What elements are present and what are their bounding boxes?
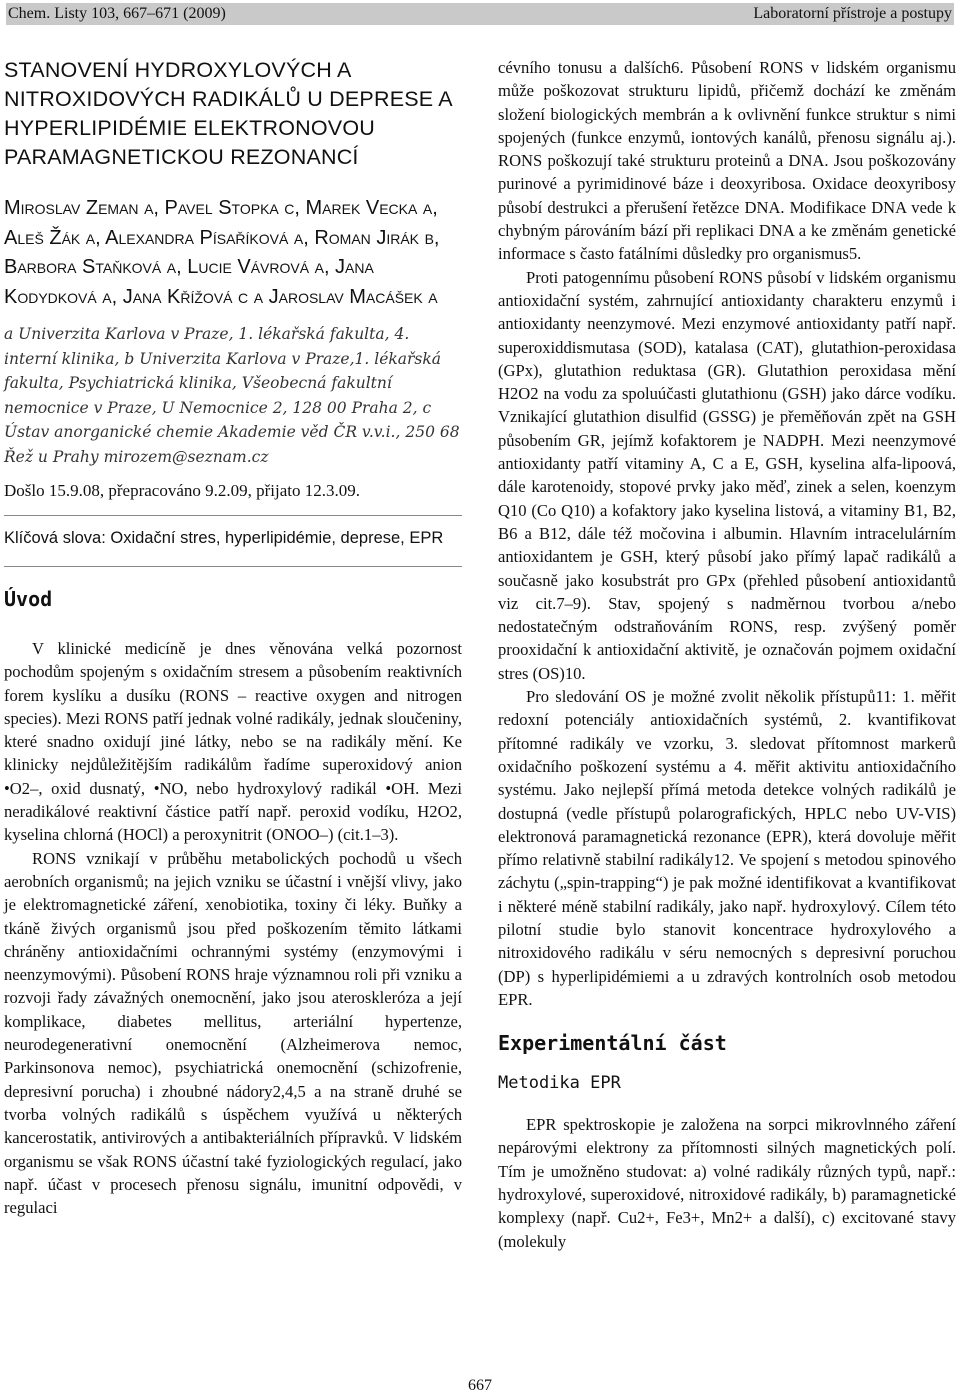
running-header [6,3,954,25]
keywords: Klíčová slova: Oxidační stres, hyperlipidémie, deprese, EPR [4,529,444,547]
left-column [4,56,462,1219]
received-dates: Došlo 15.9.08, přepracováno 9.2.09, přijato 12.3.09. [4,481,360,500]
affiliations: a Univerzita Karlova v Praze, 1. lékařská fakulta, 4. interní klinika, b Univerzita Karlova v Praze,1. lékařská fakulta, Psychiatrická klinika, Všeobecná fakultní nemocnice v Praze, U Nemocnice 2, 128 00 Praha 2, c Ústav anorganické chemie Akademie věd ČR v.v.i., 250 68 Řež u Prahy mirozem@seznam.cz [4,325,460,466]
subsection-heading-epr: Metodika EPR [498,1073,621,1094]
section-heading-intro: Úvod [4,587,53,611]
paragraph: Proti patogennímu působení RONS působí v lidském organismu antioxidační systém, zahrnující antioxidanty charakteru enzymů i antioxidanty neenzymové. Mezi enzymové antioxidanty patří např. superoxiddismutasa (SOD), katalasa (CAT), glutathion-peroxidasa (GPx), glutathion reduktasa (GR). Glutathion peroxidasa mění H2O2 na vodu za spoluúčasti glutathionu (GSH) jako dárce vodíku. Vznikající glutathion disulfid (GSSG) je přeměňován zpět na GSH působením GR, jejímž kofaktorem je NADPH. Mezi neenzymové antioxidanty patří vitaminy A, C a E, GSH, kyselina alfa-lipoová, dále karotenoidy, stopové prvky jako měď, zinek a selen, koenzym Q10 (Co Q10) a kofaktory jako kyselina listová, a vitaminy B1, B2, B6 a B12, dále též močovina i albumin. Hlavním intracelulárním antioxidantem je GSH, který působí jako přímý lapač radikálů a současně jako kosubstrát pro GPx (přehled působení antioxidantů viz cit.7–9). Stav, spojený s nadměrnou tvorbou a/nebo nedostatečným odstraňováním RONS, resp. zvýšený poměr prooxidační k antioxidační aktivitě, je označován pojmem oxidační stres (OS)10. [498,267,956,683]
divider [4,515,462,516]
paragraph: V klinické medicíně je dnes věnována velká pozornost pochodům spojeným s oxidačním stresem a působením reaktivních forem kyslíku a dusíku (RONS – reactive oxygen and nitrogen species). Mezi RONS patří jednak volné radikály, jednak sloučeniny, které snadno oxidují jiné látky, nebo se na radikály mění. Ke klinicky nejdůležitějším radikálům řadíme superoxidový anion •O2–, oxid dusnatý, •NO, nebo hydroxylový radikál •OH. Mezi neradikálové reaktivní částice patří např. peroxid vodíku, H2O2, kyselina chlorná (HOCl) a peroxynitrit (ONOO–) (cit.1–3). [4,639,462,845]
section-name: Laboratorní přístroje a postupy [753,5,952,22]
paragraph: RONS vznikají v průběhu metabolických pochodů u všech aerobních organismů; na jejich vzniku se účastní i vnější vlivy, jako je elektromagnetické záření, xenobiotika, toxiny či léky. Buňky a tkáně živých organismů jsou před poškozením těmito látkami chráněny antioxidačními ochrannými systémy (enzymovými i neenzymovými). Působení RONS hraje významnou roli při vzniku a rozvoji řady závažných onemocnění, jako jsou ateroskleróza a její komplikace, diabetes mellitus, arteriální hypertenze, neurodegenerativní onemocnění (Alzheimerova nemoc, Parkinsonova nemoc), psychiatrická onemocnění (schizofrenie, depresivní porucha) i zhoubné nádory2,4,5 a na straně druhé se tvorba volných radikálů s úspěchem využívá u některých kancerostatik, antivirových a antibakteriálních přípravků. V lidském organismu se však RONS účastní také fyziologických regulací, jako např. účast v procesech přenosu signálu, imunitní odpovědi, v regulaci [4,848,462,1218]
article-title: STANOVENÍ HYDROXYLOVÝCH A NITROXIDOVÝCH RADIKÁLŮ U DEPRESE A HYPERLIPIDÉMIE ELEKTRONOVOU PARAMAGNETICKOU REZONANCÍ [4,58,452,169]
journal-reference: Chem. Listy 103, 667–671 (2009) [8,5,226,22]
author-list: Miroslav Zeman a, Pavel Stopka c, Marek Vecka a, Aleš Žák a, Alexandra Písaříková a, Roman Jirák b, Barbora Staňková a, Lucie Vávrová a, Jana Kodydková a, Jana Křížová c a Jaroslav Macášek a [4,197,440,308]
divider [4,566,462,567]
paragraph: EPR spektroskopie je založena na sorpci mikrovlnného záření nepárovými elektrony za přítomnosti silných magnetických polí. Tím je umožněno studovat: a) volné radikály různých typů, např.: hydroxylové, superoxidové, nitroxidové radikály, b) paramagnetické komplexy (např. Cu2+, Fe3+, Mn2+ a další), c) excitované stavy (molekuly [498,1115,956,1251]
page-number: 667 [468,1377,492,1394]
paragraph: Pro sledování OS je možné zvolit několik přístupů11: 1. měřit redoxní potenciály antioxidačních systémů, 2. kvantifikovat přítomné radikály ve vzorku, 3. sledovat přítomnost markerů oxidačního poškození systému a 4. měřit aktivitu antioxidačního systému. Jako nejlepší přímá metoda detekce volných radikálů je dostupná (vedle přístupů polarografických, HPLC nebo UV-VIS) elektronová paramagnetická rezonance (EPR), která dovoluje měřit přímo relativně stabilní radikály12. Ve spojení s metodou spinového záchytu („spin-trapping“) je pak možné identifikovat a kvantifikovat i některé méně stabilní radikály, jako např. hydroxylový. Cílem této pilotní studie bylo stanovit koncentrace hydroxylového a nitroxidového radikálu v séru nemocných s depresivní poruchou (DP) s hyperlipidémiemi a u zdravých kontrolních osob metodou EPR. [498,687,956,1009]
right-column [498,56,956,1253]
section-heading-experimental: Experimentální část [498,1031,727,1056]
paragraph: cévního tonusu a dalších6. Působení RONS v lidském organismu může poškozovat strukturu lipidů, přičemž dochází ke změnám složení biologických membrán a k ovlivnění funkce struktur s nimi spojených (funkce enzymů, iontových kanálů, přenosu signálu aj.). RONS poškozují také strukturu proteinů a DNA. Jsou poškozovány purinové a pyrimidinové báze i deoxyribosa. Oxidace deoxyribosy působí destrukci a přerušení řetězce DNA. Modifikace DNA vede k chybným párováním bází při replikaci DNA a ke změnám genetické informace s často fatálními důsledky pro organismus5. [498,58,956,264]
